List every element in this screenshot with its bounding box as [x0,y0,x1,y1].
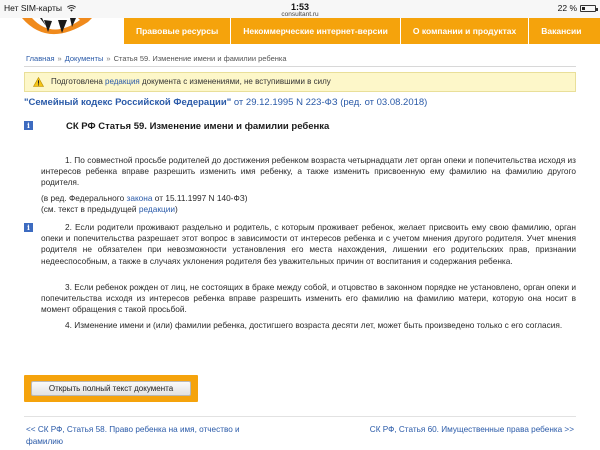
address-url[interactable]: consultant.ru [281,11,319,18]
article-paragraph-2 [41,222,576,267]
notice-edition-link[interactable]: редакция [105,77,140,86]
divider [24,416,576,417]
edition-notice [24,72,576,92]
battery-icon [580,5,596,12]
main-menu [124,18,600,44]
nav-vacancies[interactable]: Вакансии [541,26,582,36]
breadcrumb-home[interactable]: Главная [26,54,55,63]
status-bar [0,0,600,18]
clock: 1:53 [290,2,309,12]
previous-edition-link[interactable]: редакции [138,204,176,214]
open-full-text-button[interactable]: Открыть полный текст документа [31,381,191,396]
paragraph-text: 3. Если ребенок рожден от лиц, не состоящих в браке между собой, и отцовство в законном порядке не установлено, орган опеки и попечительства исходя из интересов ребенка вправе разрешить изменить его фамилию на фамилию матери, которую она носит в момент обращения с такой просьбой. [41,282,576,315]
breadcrumb-documents[interactable]: Документы [64,54,104,63]
divider [24,66,576,67]
document-title[interactable] [24,97,427,108]
nav-legal-resources[interactable]: Правовые ресурсы [124,18,231,44]
article-paragraph-3 [41,282,576,316]
battery-status [558,3,596,13]
note-text: (см. текст в предыдущей [41,204,139,214]
breadcrumb [26,54,287,63]
breadcrumb-separator: » [57,54,62,63]
battery-percent: 22 % [557,3,577,13]
nav-about-company[interactable]: О компании и продуктах [401,18,529,44]
article-title: СК РФ Статья 59. Изменение имени и фамилии ребенка [66,121,330,132]
nav-noncommercial-versions[interactable]: Некоммерческие интернет-версии [231,18,401,44]
note-text: от 15.11.1997 N 140-ФЗ) [152,193,248,203]
article-paragraph-4 [41,320,576,331]
top-navigation [0,18,600,44]
notice-text-after: документа с изменениями, не вступившими в силу [139,77,331,86]
law-link[interactable]: закона [126,193,153,203]
paragraph-text: 4. Изменение имени и (или) фамилии ребенка, достигшего возраста десяти лет, может быть произведено только с его согласия. [65,320,563,330]
paragraph-text: 1. По совместной просьбе родителей до достижения ребенком возраста четырнадцати лет орган опеки и попечительства исходя из интересов ребенка вправе разрешить изменить имя ребенку, а также изменить присвоенную ему фамилию на фамилию другого родителя. [41,155,576,188]
notice-text-before: Подготовлена [51,77,106,86]
carrier-text: Нет SIM-карты [4,3,62,13]
paragraph-text: 2. Если родители проживают раздельно и родитель, с которым проживает ребенок, желает присвоить ему свою фамилию, орган опеки и попечительства разрешает этот вопрос в зависимости от интересов ребенка и с учетом мнения другого родителя. Учет мнения родителя не обязателен при невозможности установления его места нахождения, лишении его родительских прав, признании недееспособным, а также в случаях уклонения родителя без уважительных причин от воспитания и содержания ребенка. [41,222,576,266]
document-title-details: от 29.12.1995 N 223-ФЗ (ред. от 03.08.2018) [231,97,428,108]
amendment-note [41,193,248,204]
note-text: (в ред. Федерального [41,193,127,203]
info-icon[interactable]: i [24,121,33,130]
site-logo[interactable] [18,18,118,44]
note-text: ) [175,204,178,214]
info-icon[interactable]: i [24,223,33,232]
warning-icon [33,77,44,87]
previous-edition-note [41,204,178,215]
article-paragraph-1 [41,155,576,189]
document-title-name: "Семейный кодекс Российской Федерации" [24,97,232,108]
breadcrumb-separator: » [106,54,111,63]
next-article-link[interactable]: СК РФ, Статья 60. Имущественные права ребенка >> [369,425,574,434]
logo-graphic [18,18,118,44]
breadcrumb-current: Статья 59. Изменение имени и фамилии ребенка [113,54,287,63]
previous-article-link[interactable]: << СК РФ, Статья 58. Право ребенка на имя, отчество и фамилию [26,425,240,446]
open-full-text-frame [24,375,198,402]
